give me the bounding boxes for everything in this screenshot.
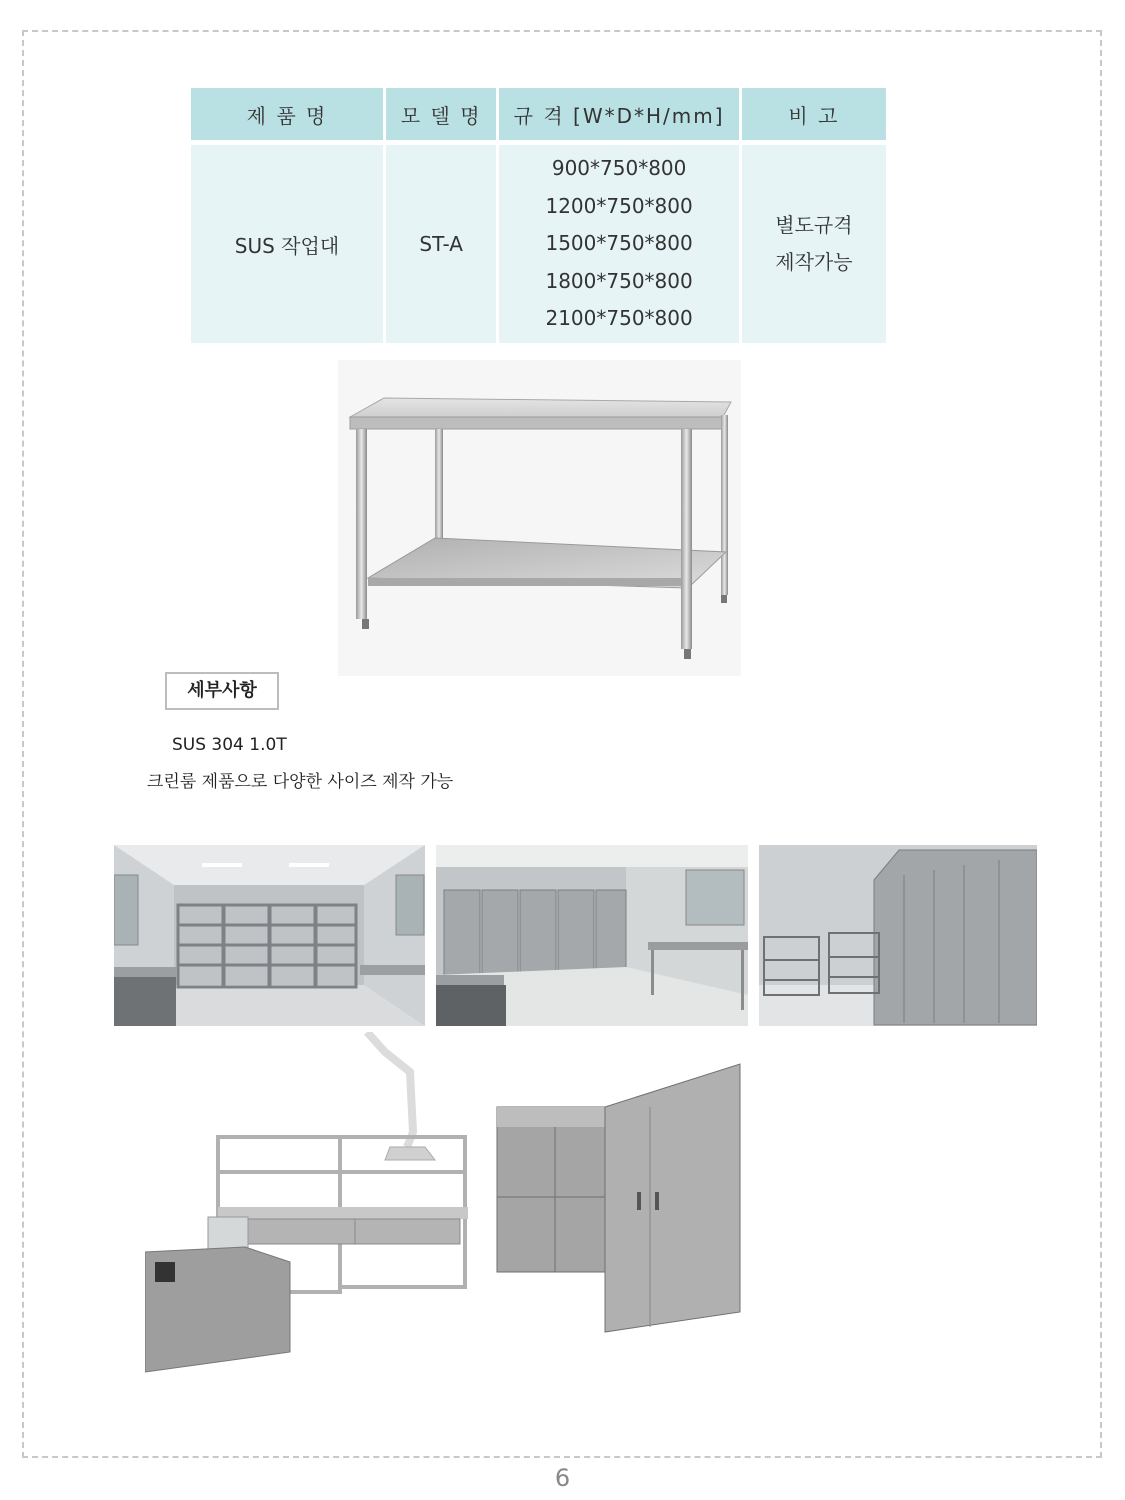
size-item: 1800*750*800: [545, 268, 693, 293]
details-material: SUS 304 1.0T: [172, 735, 287, 755]
header-note: 비 고: [742, 88, 886, 145]
cleanroom-cabinets-photo: [436, 845, 748, 1026]
header-spec: 규 격 [W*D*H/mm]: [499, 88, 738, 145]
size-item: 1200*750*800: [545, 193, 693, 218]
details-description: 크린룸 제품으로 다양한 사이즈 제작 가능: [147, 772, 454, 792]
note-line: 제작가능: [775, 250, 853, 274]
cell-product-name: SUS 작업대: [191, 145, 383, 343]
note-line: 별도규격: [775, 213, 853, 237]
cell-note: [742, 145, 886, 343]
cell-sizes: [499, 145, 738, 343]
table-row: [191, 145, 886, 343]
size-item: 2100*750*800: [545, 306, 693, 331]
cleanroom-lockers-photo: [759, 845, 1037, 1026]
size-item: 900*750*800: [551, 156, 687, 181]
header-model-name: 모 델 명: [386, 88, 496, 145]
cell-model-name: ST-A: [386, 145, 496, 343]
work-table-photo: [338, 360, 741, 676]
cleanroom-shelving-photo: [114, 845, 425, 1026]
spec-table: [188, 88, 889, 343]
cleanroom-equipment-photo: [145, 1032, 745, 1380]
page-number: 6: [554, 1464, 571, 1492]
header-product-name: 제 품 명: [191, 88, 383, 145]
size-item: 1500*750*800: [545, 231, 693, 256]
details-heading: 세부사항: [165, 672, 279, 710]
